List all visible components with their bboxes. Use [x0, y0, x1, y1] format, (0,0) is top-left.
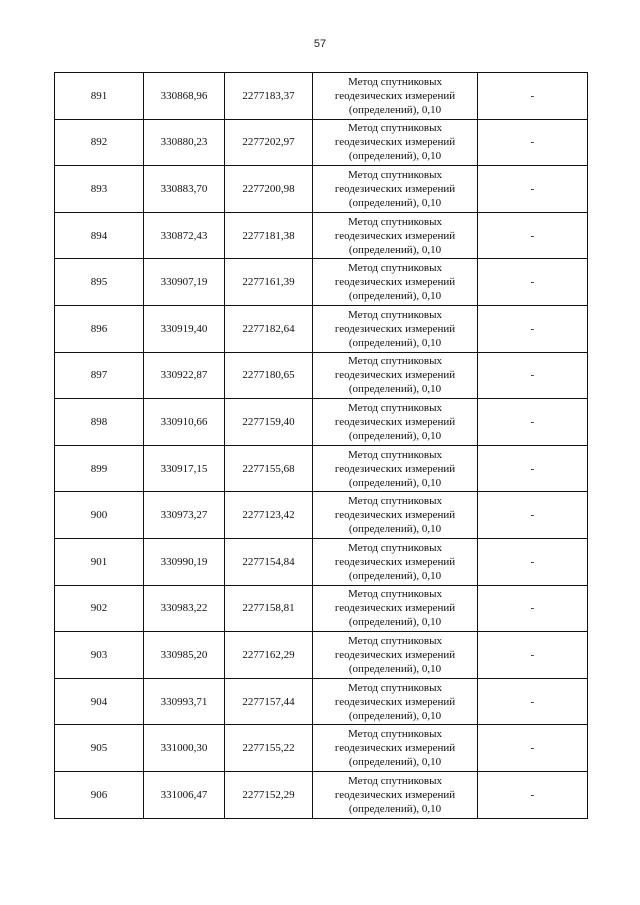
y-coordinate-cell: 2277155,22 — [225, 725, 313, 772]
method-cell — [313, 445, 478, 492]
x-coordinate-cell: 330973,27 — [144, 492, 225, 539]
table-row — [55, 632, 588, 679]
method-cell — [313, 73, 478, 120]
point-number-cell: 905 — [55, 725, 144, 772]
x-coordinate-cell: 330919,40 — [144, 305, 225, 352]
y-coordinate-cell: 2277161,39 — [225, 259, 313, 306]
dash-cell: - — [478, 678, 588, 725]
method-line: (определений), 0,10 — [348, 103, 442, 116]
method-line: геодезических измерений — [334, 182, 456, 195]
method-line: (определений), 0,10 — [348, 756, 442, 769]
y-coordinate-cell: 2277154,84 — [225, 538, 313, 585]
method-line: Метод спутниковых — [348, 495, 442, 508]
y-coordinate-cell: 2277159,40 — [225, 399, 313, 446]
point-number-cell: 892 — [55, 119, 144, 166]
table-row — [55, 119, 588, 166]
table-row — [55, 259, 588, 306]
dash-cell: - — [478, 259, 588, 306]
x-coordinate-cell: 330917,15 — [144, 445, 225, 492]
y-coordinate-cell: 2277152,29 — [225, 771, 313, 818]
method-line: Метод спутниковых — [348, 774, 442, 787]
method-line: геодезических измерений — [334, 602, 456, 615]
method-line: геодезических измерений — [334, 415, 456, 428]
table-row — [55, 445, 588, 492]
method-line: Метод спутниковых — [348, 262, 442, 275]
method-line: (определений), 0,10 — [348, 476, 442, 489]
method-line: геодезических измерений — [334, 276, 456, 289]
point-number-cell: 901 — [55, 538, 144, 585]
method-line: геодезических измерений — [334, 89, 456, 102]
point-number-cell: 906 — [55, 771, 144, 818]
method-line: (определений), 0,10 — [348, 290, 442, 303]
x-coordinate-cell: 330983,22 — [144, 585, 225, 632]
page-number: 57 — [313, 38, 327, 50]
method-line: Метод спутниковых — [348, 75, 442, 88]
table-row — [55, 771, 588, 818]
method-line: (определений), 0,10 — [348, 429, 442, 442]
method-cell — [313, 678, 478, 725]
point-number-cell: 895 — [55, 259, 144, 306]
x-coordinate-cell: 330868,96 — [144, 73, 225, 120]
x-coordinate-cell: 330990,19 — [144, 538, 225, 585]
method-line: (определений), 0,10 — [348, 336, 442, 349]
dash-cell: - — [478, 771, 588, 818]
method-cell — [313, 585, 478, 632]
method-line: геодезических измерений — [334, 695, 456, 708]
method-line: Метод спутниковых — [348, 401, 442, 414]
x-coordinate-cell: 330985,20 — [144, 632, 225, 679]
y-coordinate-cell: 2277157,44 — [225, 678, 313, 725]
method-cell — [313, 305, 478, 352]
y-coordinate-cell: 2277162,29 — [225, 632, 313, 679]
method-line: (определений), 0,10 — [348, 616, 442, 629]
method-line: (определений), 0,10 — [348, 196, 442, 209]
table-row — [55, 492, 588, 539]
y-coordinate-cell: 2277200,98 — [225, 166, 313, 213]
method-cell — [313, 538, 478, 585]
table-row — [55, 399, 588, 446]
method-line: геодезических измерений — [334, 136, 456, 149]
x-coordinate-cell: 330872,43 — [144, 212, 225, 259]
table-row — [55, 305, 588, 352]
method-line: геодезических измерений — [334, 322, 456, 335]
y-coordinate-cell: 2277180,65 — [225, 352, 313, 399]
method-line: (определений), 0,10 — [348, 243, 442, 256]
dash-cell: - — [478, 399, 588, 446]
method-line: геодезических измерений — [334, 369, 456, 382]
dash-cell: - — [478, 632, 588, 679]
method-line: (определений), 0,10 — [348, 150, 442, 163]
table-row — [55, 73, 588, 120]
point-number-cell: 900 — [55, 492, 144, 539]
x-coordinate-cell: 331000,30 — [144, 725, 225, 772]
table-row — [55, 678, 588, 725]
method-line: Метод спутниковых — [348, 728, 442, 741]
method-line: Метод спутниковых — [348, 448, 442, 461]
method-line: Метод спутниковых — [348, 588, 442, 601]
point-number-cell: 903 — [55, 632, 144, 679]
point-number-cell: 898 — [55, 399, 144, 446]
method-cell — [313, 399, 478, 446]
method-line: геодезических измерений — [334, 742, 456, 755]
method-line: геодезических измерений — [334, 788, 456, 801]
point-number-cell: 902 — [55, 585, 144, 632]
table-row — [55, 585, 588, 632]
y-coordinate-cell: 2277182,64 — [225, 305, 313, 352]
method-line: Метод спутниковых — [348, 308, 442, 321]
method-line: Метод спутниковых — [348, 681, 442, 694]
method-line: Метод спутниковых — [348, 541, 442, 554]
method-cell — [313, 632, 478, 679]
point-number-cell: 891 — [55, 73, 144, 120]
point-number-cell: 897 — [55, 352, 144, 399]
x-coordinate-cell: 330883,70 — [144, 166, 225, 213]
point-number-cell: 893 — [55, 166, 144, 213]
dash-cell: - — [478, 538, 588, 585]
y-coordinate-cell: 2277202,97 — [225, 119, 313, 166]
method-line: (определений), 0,10 — [348, 662, 442, 675]
method-line: Метод спутниковых — [348, 122, 442, 135]
method-line: геодезических измерений — [334, 648, 456, 661]
method-line: геодезических измерений — [334, 509, 456, 522]
method-cell — [313, 212, 478, 259]
point-number-cell: 896 — [55, 305, 144, 352]
method-line: (определений), 0,10 — [348, 709, 442, 722]
x-coordinate-cell: 330922,87 — [144, 352, 225, 399]
dash-cell: - — [478, 73, 588, 120]
method-cell — [313, 771, 478, 818]
table-row — [55, 538, 588, 585]
dash-cell: - — [478, 352, 588, 399]
dash-cell: - — [478, 585, 588, 632]
coordinates-table-body — [55, 73, 588, 819]
method-line: (определений), 0,10 — [348, 569, 442, 582]
method-line: Метод спутниковых — [348, 215, 442, 228]
method-line: геодезических измерений — [334, 229, 456, 242]
dash-cell: - — [478, 119, 588, 166]
x-coordinate-cell: 331006,47 — [144, 771, 225, 818]
y-coordinate-cell: 2277183,37 — [225, 73, 313, 120]
table-row — [55, 166, 588, 213]
method-line: (определений), 0,10 — [348, 802, 442, 815]
point-number-cell: 899 — [55, 445, 144, 492]
method-cell — [313, 352, 478, 399]
method-cell — [313, 166, 478, 213]
y-coordinate-cell: 2277181,38 — [225, 212, 313, 259]
dash-cell: - — [478, 212, 588, 259]
method-line: Метод спутниковых — [348, 634, 442, 647]
table-row — [55, 212, 588, 259]
coordinates-table — [54, 72, 588, 819]
dash-cell: - — [478, 445, 588, 492]
y-coordinate-cell: 2277155,68 — [225, 445, 313, 492]
x-coordinate-cell: 330993,71 — [144, 678, 225, 725]
y-coordinate-cell: 2277123,42 — [225, 492, 313, 539]
method-cell — [313, 492, 478, 539]
point-number-cell: 904 — [55, 678, 144, 725]
x-coordinate-cell: 330907,19 — [144, 259, 225, 306]
method-cell — [313, 259, 478, 306]
method-line: Метод спутниковых — [348, 168, 442, 181]
table-row — [55, 352, 588, 399]
x-coordinate-cell: 330910,66 — [144, 399, 225, 446]
method-line: (определений), 0,10 — [348, 523, 442, 536]
method-line: (определений), 0,10 — [348, 383, 442, 396]
point-number-cell: 894 — [55, 212, 144, 259]
y-coordinate-cell: 2277158,81 — [225, 585, 313, 632]
method-cell — [313, 119, 478, 166]
table-row — [55, 725, 588, 772]
dash-cell: - — [478, 492, 588, 539]
x-coordinate-cell: 330880,23 — [144, 119, 225, 166]
dash-cell: - — [478, 725, 588, 772]
method-cell — [313, 725, 478, 772]
method-line: геодезических измерений — [334, 555, 456, 568]
method-line: геодезических измерений — [334, 462, 456, 475]
method-line: Метод спутниковых — [348, 355, 442, 368]
dash-cell: - — [478, 305, 588, 352]
dash-cell: - — [478, 166, 588, 213]
